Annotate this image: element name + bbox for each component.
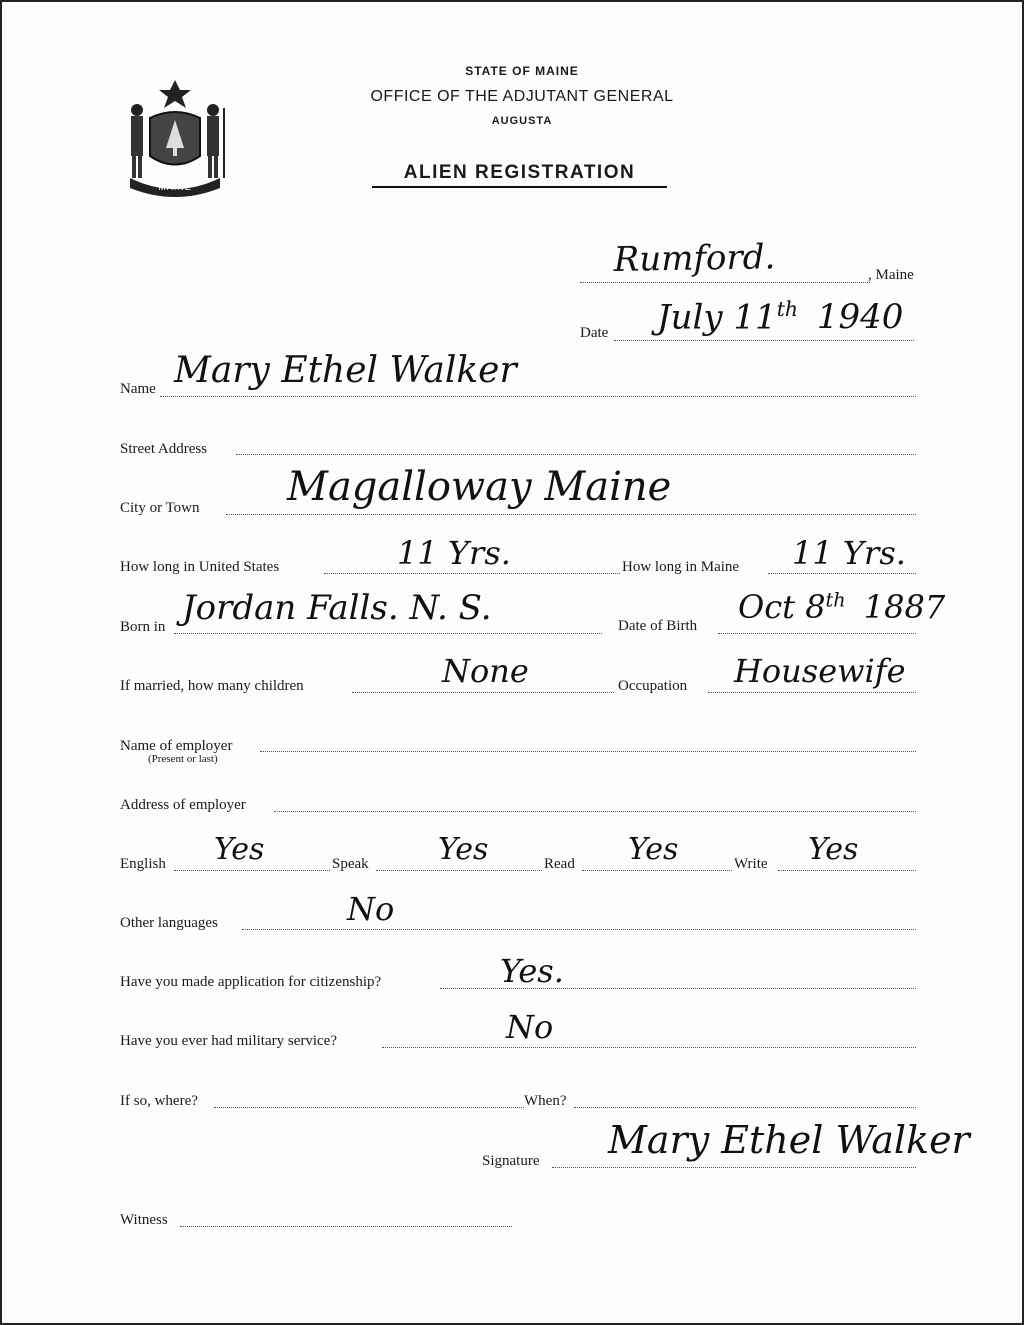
date-suffix: th bbox=[776, 297, 799, 321]
read-label: Read bbox=[544, 856, 575, 872]
children-value[interactable]: None bbox=[442, 652, 529, 690]
english-label: English bbox=[120, 856, 166, 872]
citizenship-label: Have you made application for citizenship? bbox=[120, 974, 382, 990]
write-line bbox=[778, 870, 916, 871]
date-line bbox=[614, 340, 914, 341]
maine-duration-label: How long in Maine bbox=[622, 559, 740, 575]
occupation-value[interactable]: Housewife bbox=[734, 652, 906, 690]
employer-line bbox=[260, 751, 916, 752]
name-value[interactable]: Mary Ethel Walker bbox=[174, 350, 517, 391]
date-year: 1940 bbox=[816, 297, 904, 338]
read-value[interactable]: Yes bbox=[628, 832, 679, 867]
other-languages-label: Other languages bbox=[120, 915, 218, 931]
name-line bbox=[160, 396, 916, 397]
employer-sublabel: (Present or last) bbox=[148, 753, 218, 765]
city-value[interactable]: Magalloway Maine bbox=[287, 464, 672, 510]
dob-suffix: th bbox=[825, 588, 846, 612]
name-label: Name bbox=[120, 381, 156, 397]
where-line bbox=[214, 1107, 524, 1108]
maine-label: , Maine bbox=[868, 267, 914, 283]
city-heading: AUGUSTA bbox=[491, 115, 553, 127]
citizenship-value[interactable]: Yes. bbox=[500, 952, 564, 990]
street-line bbox=[236, 454, 916, 455]
city-line bbox=[226, 514, 916, 515]
signature-line bbox=[552, 1167, 916, 1168]
state-heading: STATE OF MAINE bbox=[465, 64, 579, 78]
place-line bbox=[580, 282, 870, 283]
born-line bbox=[174, 633, 602, 634]
where-label: If so, where? bbox=[120, 1093, 198, 1109]
speak-line bbox=[376, 870, 542, 871]
occupation-label: Occupation bbox=[618, 678, 688, 694]
speak-label: Speak bbox=[332, 856, 369, 872]
born-value[interactable]: Jordan Falls. N. S. bbox=[182, 588, 492, 628]
us-duration-label: How long in United States bbox=[120, 559, 280, 575]
english-line bbox=[174, 870, 330, 871]
witness-line bbox=[180, 1226, 512, 1227]
employer-address-label: Address of employer bbox=[120, 797, 246, 813]
dob-day: Oct 8 bbox=[738, 588, 826, 626]
military-value[interactable]: No bbox=[506, 1008, 554, 1046]
speak-value[interactable]: Yes bbox=[438, 832, 489, 867]
maine-duration-value[interactable]: 11 Yrs. bbox=[792, 534, 906, 572]
employer-address-line bbox=[274, 811, 916, 812]
office-heading: OFFICE OF THE ADJUTANT GENERAL bbox=[370, 88, 674, 105]
signature-label: Signature bbox=[482, 1153, 540, 1169]
date-label: Date bbox=[580, 325, 609, 341]
maine-duration-line bbox=[768, 573, 916, 574]
witness-label: Witness bbox=[120, 1212, 168, 1228]
signature-value[interactable]: Mary Ethel Walker bbox=[608, 1118, 970, 1162]
write-label: Write bbox=[734, 856, 768, 872]
date-month-day: July 11 bbox=[657, 297, 777, 338]
employer-label: Name of employer bbox=[120, 738, 233, 754]
military-line bbox=[382, 1047, 916, 1048]
born-label: Born in bbox=[120, 619, 166, 635]
dob-label: Date of Birth bbox=[618, 618, 698, 634]
when-line bbox=[574, 1107, 916, 1108]
english-value[interactable]: Yes bbox=[214, 832, 265, 867]
dob-value[interactable] bbox=[738, 588, 945, 626]
form-title: ALIEN REGISTRATION bbox=[372, 162, 667, 188]
city-label: City or Town bbox=[120, 500, 200, 516]
other-languages-line bbox=[242, 929, 916, 930]
dob-year: 1887 bbox=[863, 588, 946, 626]
children-label: If married, how many children bbox=[120, 678, 304, 694]
occupation-line bbox=[708, 692, 916, 693]
date-value[interactable] bbox=[657, 297, 903, 337]
read-line bbox=[582, 870, 732, 871]
dob-line bbox=[718, 633, 916, 634]
when-label: When? bbox=[524, 1093, 567, 1109]
military-label: Have you ever had military service? bbox=[120, 1033, 337, 1049]
seal-banner-text: MAINE bbox=[158, 182, 192, 192]
us-duration-value[interactable]: 11 Yrs. bbox=[397, 534, 511, 572]
place-value[interactable]: Rumford. bbox=[613, 237, 776, 280]
street-label: Street Address bbox=[120, 441, 208, 457]
other-languages-value[interactable]: No bbox=[347, 890, 395, 928]
children-line bbox=[352, 692, 614, 693]
us-duration-line bbox=[324, 573, 620, 574]
write-value[interactable]: Yes bbox=[808, 832, 859, 867]
